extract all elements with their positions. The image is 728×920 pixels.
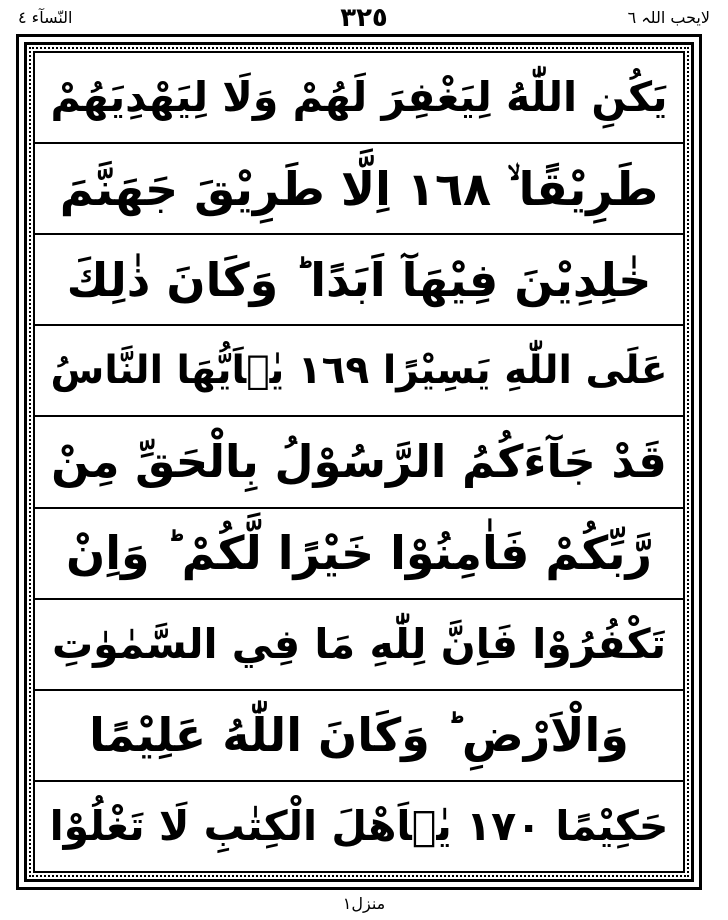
- verse-line-6: رَّبِّكُمْ فَاٰمِنُوْا خَيْرًا لَّكُمْ ؕ وَاِنْ: [35, 509, 683, 600]
- decorative-border: [24, 42, 694, 882]
- page-number: ٣٢٥: [340, 3, 388, 33]
- surah-name: النّسآء ٤: [18, 8, 73, 27]
- verse-line-2: طَرِيْقًا ۙ ١٦٨ اِلَّا طَرِيْقَ جَهَنَّمَ: [35, 144, 683, 235]
- verse-line-9: حَكِيْمًا ١٧٠ يٰۤاَهْلَ الْكِتٰبِ لَا تَغْلُوْا: [49, 801, 669, 850]
- verse-text-block: [33, 51, 685, 873]
- verse-line-7: تَكْفُرُوْا فَاِنَّ لِلّٰهِ مَا فِي السَّمٰوٰتِ: [35, 600, 683, 691]
- juz-name: لایحب اللہ ٦: [627, 8, 710, 27]
- verse-line-1: يَكُنِ اللّٰهُ لِيَغْفِرَ لَهُمْ وَلَا لِيَهْدِيَهُمْ: [35, 53, 683, 144]
- verse-line-4: عَلَى اللّٰهِ يَسِيْرًا ١٦٩ يٰۤاَيُّهَا النَّاسُ: [35, 326, 683, 417]
- page-header: [18, 4, 710, 32]
- page-border-frame: [16, 34, 702, 890]
- manzil-marker: منزل١: [342, 894, 386, 913]
- verse-line-3: خٰلِدِيْنَ فِيْهَآ اَبَدًا ؕ وَكَانَ ذٰلِكَ: [35, 235, 683, 326]
- verse-line-5: قَدْ جَآءَكُمُ الرَّسُوْلُ بِالْحَقِّ مِنْ: [35, 417, 683, 508]
- verse-line-8: وَالْاَرْضِ ؕ وَكَانَ اللّٰهُ عَلِيْمًا: [35, 691, 683, 782]
